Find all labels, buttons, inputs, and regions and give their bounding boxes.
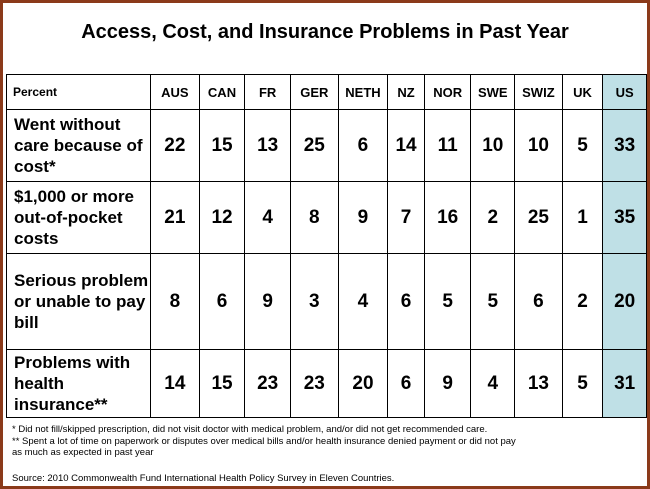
value-cell-us: 35 [603, 182, 647, 254]
row-label: Problems with health insurance** [7, 350, 151, 418]
footnote-2: ** Spent a lot of time on paperwork or disputes over medical bills and/or health insurance denied payment or did not pay [12, 436, 516, 447]
header-percent: Percent [7, 75, 151, 110]
value-cell-aus: 21 [151, 182, 200, 254]
value-cell-uk: 2 [562, 254, 603, 350]
source-note: Source: 2010 Commonwealth Fund International Health Policy Survey in Eleven Countries. [12, 473, 395, 484]
value-cell-neth: 6 [338, 110, 388, 182]
header-neth: NETH [338, 75, 388, 110]
header-swe: SWE [471, 75, 515, 110]
row-label: Went without care because of cost* [7, 110, 151, 182]
value-cell-nor: 11 [424, 110, 471, 182]
row-label: Serious problem or unable to pay bill [7, 254, 151, 350]
value-cell-aus: 22 [151, 110, 200, 182]
header-aus: AUS [151, 75, 200, 110]
header-row [7, 75, 647, 110]
table-row [7, 254, 647, 350]
value-cell-swe: 5 [471, 254, 515, 350]
value-cell-nor: 16 [424, 182, 471, 254]
value-cell-nor: 5 [424, 254, 471, 350]
value-cell-fr: 23 [245, 350, 291, 418]
header-uk: UK [562, 75, 603, 110]
value-cell-can: 6 [199, 254, 245, 350]
value-cell-us: 31 [603, 350, 647, 418]
value-cell-nor: 9 [424, 350, 471, 418]
value-cell-ger: 3 [290, 254, 338, 350]
value-cell-swiz: 13 [515, 350, 563, 418]
value-cell-aus: 14 [151, 350, 200, 418]
header-swiz: SWIZ [515, 75, 563, 110]
value-cell-swe: 10 [471, 110, 515, 182]
value-cell-ger: 8 [290, 182, 338, 254]
header-nor: NOR [424, 75, 471, 110]
value-cell-nz: 6 [388, 350, 425, 418]
value-cell-nz: 6 [388, 254, 425, 350]
value-cell-can: 15 [199, 110, 245, 182]
header-nz: NZ [388, 75, 425, 110]
header-us: US [603, 75, 647, 110]
value-cell-neth: 4 [338, 254, 388, 350]
value-cell-swe: 2 [471, 182, 515, 254]
value-cell-nz: 14 [388, 110, 425, 182]
header-ger: GER [290, 75, 338, 110]
footnote-1: * Did not fill/skipped prescription, did not visit doctor with medical problem, and/or did not get recommended care. [12, 424, 488, 435]
value-cell-can: 12 [199, 182, 245, 254]
value-cell-neth: 9 [338, 182, 388, 254]
value-cell-us: 20 [603, 254, 647, 350]
table-row [7, 182, 647, 254]
header-fr: FR [245, 75, 291, 110]
value-cell-uk: 5 [562, 350, 603, 418]
value-cell-fr: 13 [245, 110, 291, 182]
value-cell-uk: 1 [562, 182, 603, 254]
table-row [7, 110, 647, 182]
value-cell-nz: 7 [388, 182, 425, 254]
value-cell-can: 15 [199, 350, 245, 418]
value-cell-neth: 20 [338, 350, 388, 418]
value-cell-uk: 5 [562, 110, 603, 182]
value-cell-us: 33 [603, 110, 647, 182]
value-cell-aus: 8 [151, 254, 200, 350]
value-cell-swe: 4 [471, 350, 515, 418]
value-cell-swiz: 25 [515, 182, 563, 254]
header-can: CAN [199, 75, 245, 110]
value-cell-fr: 9 [245, 254, 291, 350]
data-table [6, 74, 647, 418]
chart-title: Access, Cost, and Insurance Problems in Past Year [81, 21, 569, 43]
value-cell-swiz: 6 [515, 254, 563, 350]
value-cell-swiz: 10 [515, 110, 563, 182]
footnote-2-cont: as much as expected in past year [12, 447, 154, 458]
row-label: $1,000 or more out-of-pocket costs [7, 182, 151, 254]
table-row [7, 350, 647, 418]
value-cell-ger: 25 [290, 110, 338, 182]
value-cell-ger: 23 [290, 350, 338, 418]
value-cell-fr: 4 [245, 182, 291, 254]
